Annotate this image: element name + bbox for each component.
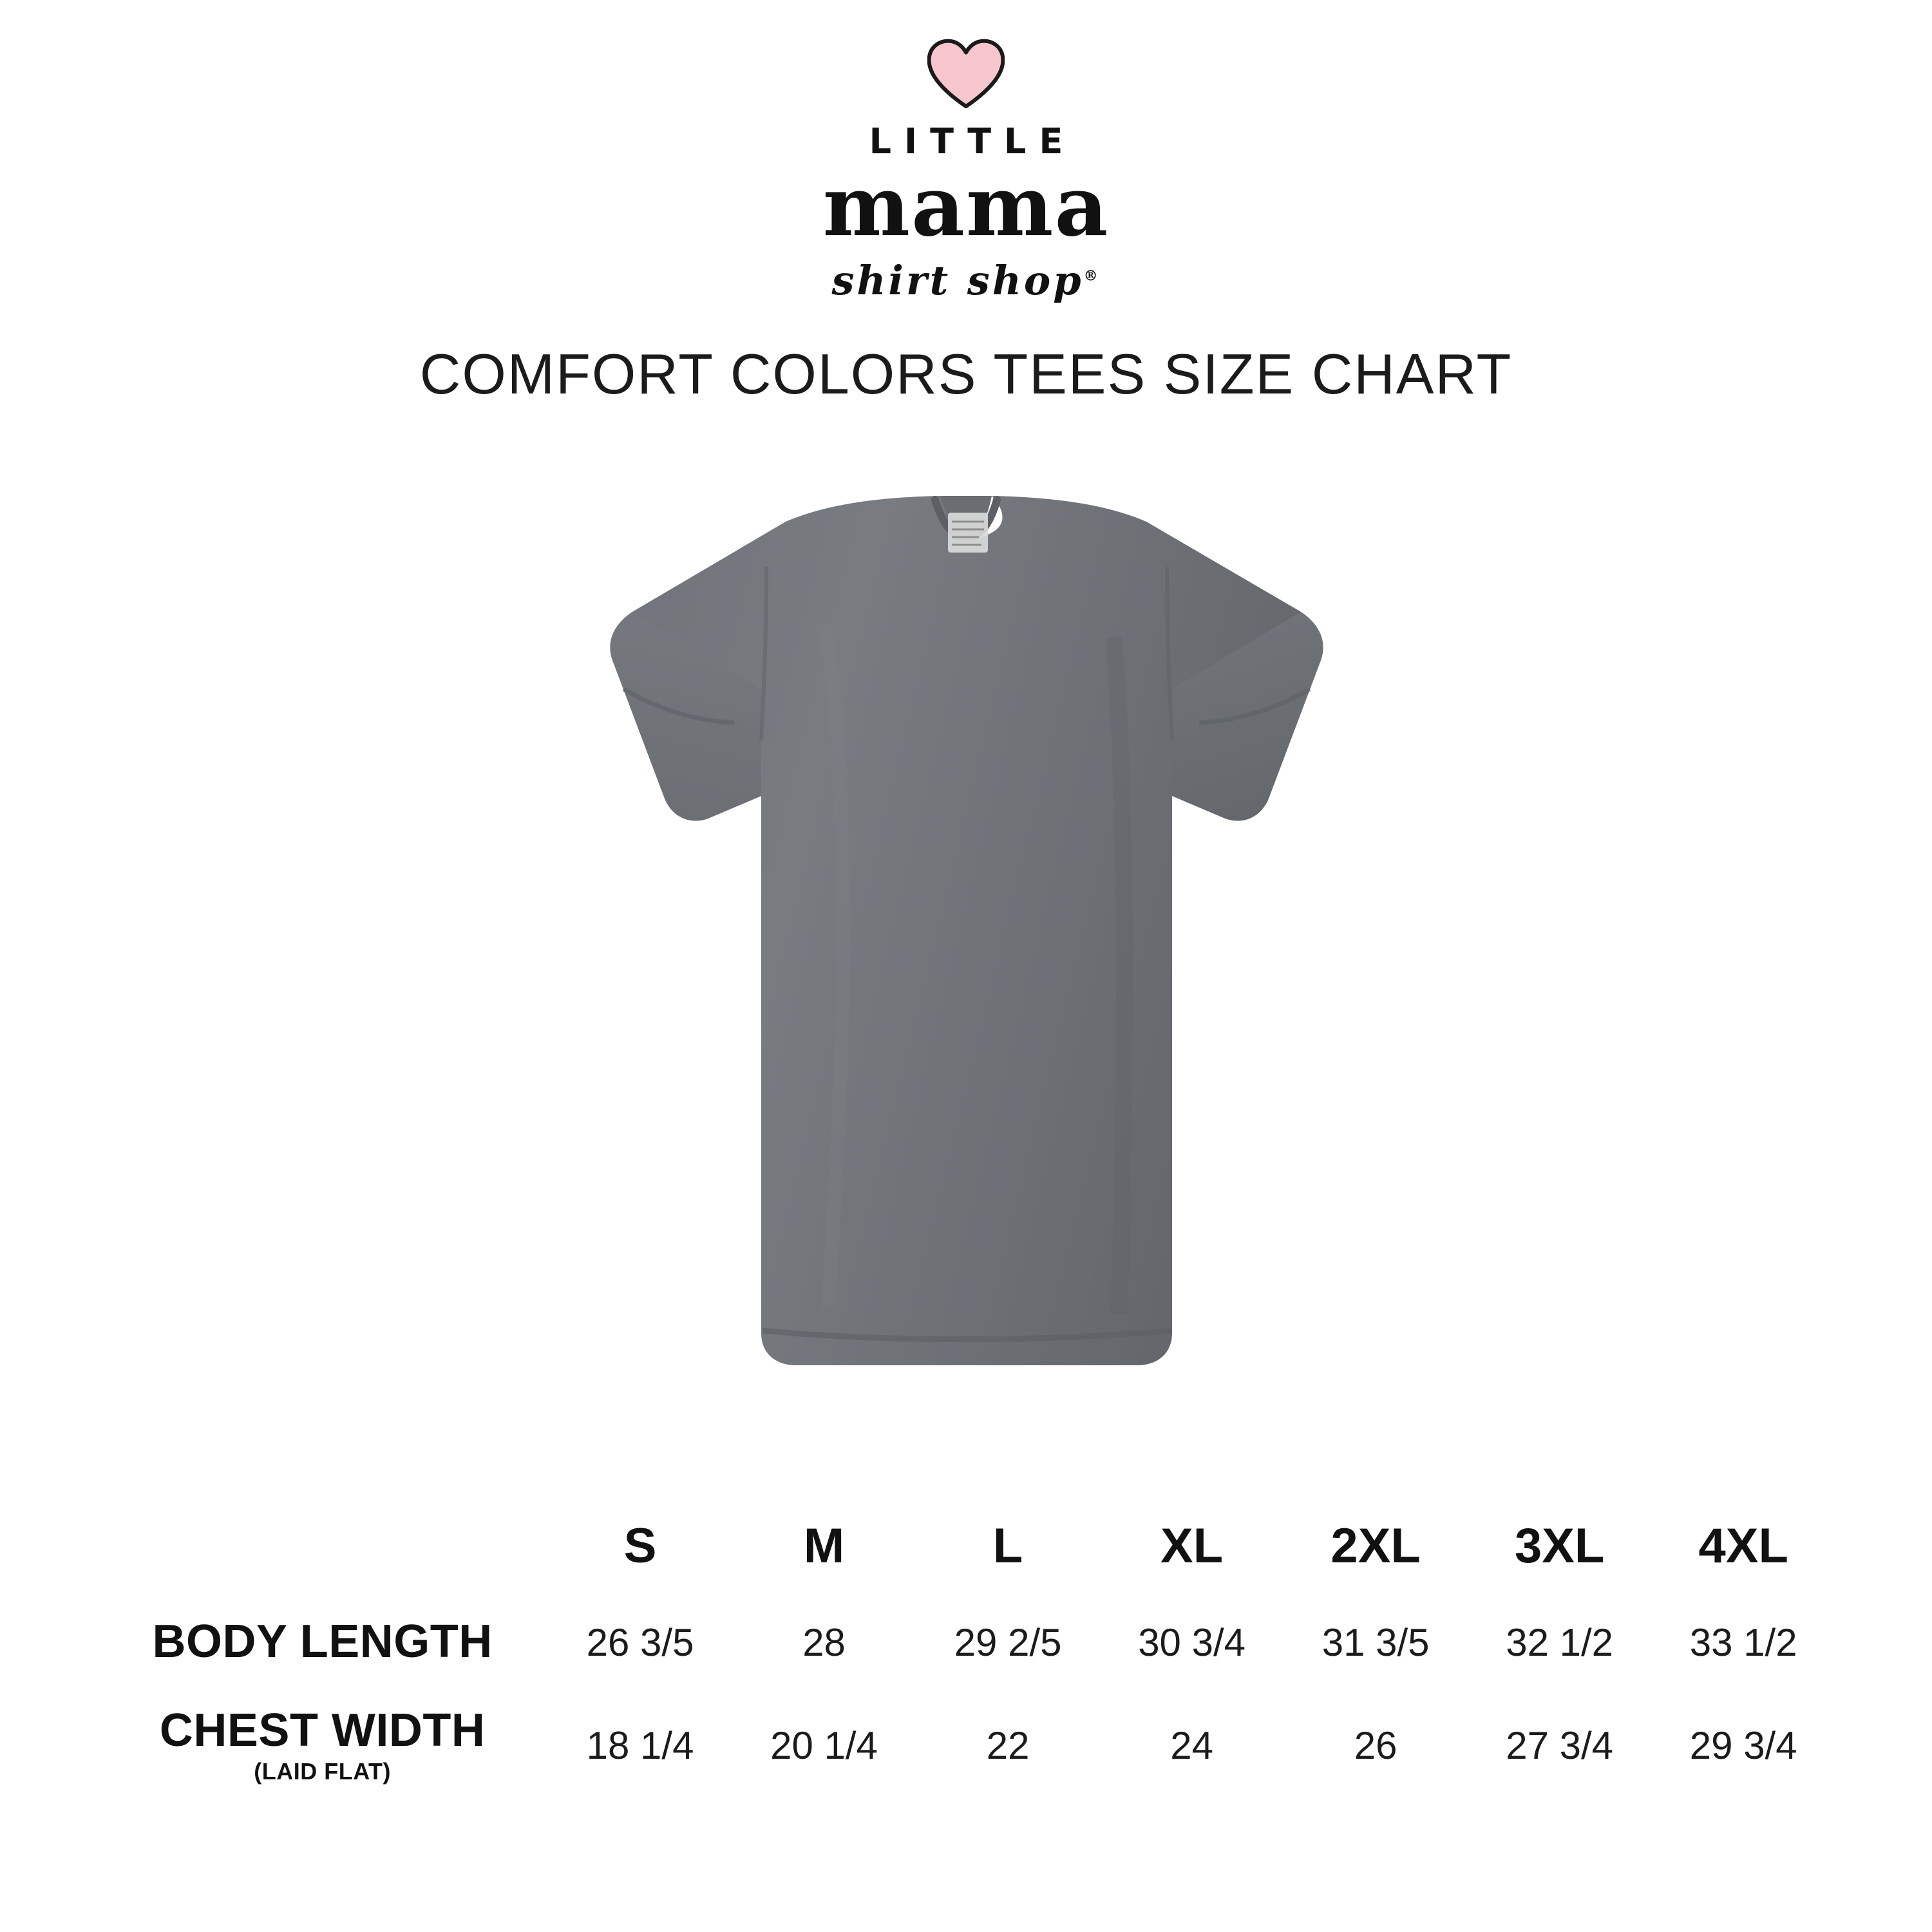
cell-body-length-l: 29 2/5: [954, 1620, 1062, 1664]
table-corner-cell: [97, 1501, 548, 1591]
page-title: COMFORT COLORS TEES SIZE CHART: [419, 342, 1513, 406]
cell-body-length-2xl: 31 3/5: [1321, 1620, 1430, 1664]
cell-chest-width-2xl: 26: [1354, 1723, 1397, 1767]
row-label-body-length-text: BODY LENGTH: [152, 1616, 493, 1668]
cell-body-length-3xl: 32 1/2: [1506, 1620, 1614, 1664]
table-header-row: [97, 1501, 1835, 1591]
cell-body-length-m: 28: [802, 1620, 846, 1664]
heart-icon: [927, 39, 1005, 109]
brand-logo: [0, 39, 1932, 304]
registered-mark: ®: [1083, 267, 1101, 285]
cell-chest-width-s: 18 1/4: [586, 1723, 694, 1767]
row-label-chest-width: [97, 1694, 548, 1797]
size-chart-table: [97, 1501, 1835, 1797]
table-row-body-length: [97, 1591, 1835, 1694]
brand-line-little: LITTLE: [869, 121, 1076, 162]
cell-body-length-xl: 30 3/4: [1138, 1620, 1246, 1664]
row-label-chest-width-text: CHEST WIDTH: [159, 1705, 486, 1757]
column-header-s: S: [623, 1518, 657, 1573]
column-header-l: L: [992, 1518, 1023, 1573]
tshirt-illustration: [464, 496, 1468, 1430]
cell-chest-width-l: 22: [986, 1723, 1030, 1767]
column-header-2xl: 2XL: [1331, 1518, 1421, 1573]
cell-body-length-4xl: 33 1/2: [1689, 1620, 1797, 1664]
brand-shirtshop-text: shirt shop: [831, 257, 1084, 304]
cell-chest-width-4xl: 29 3/4: [1689, 1723, 1797, 1767]
row-label-body-length: [97, 1591, 548, 1694]
column-header-4xl: 4XL: [1698, 1518, 1788, 1573]
cell-chest-width-m: 20 1/4: [770, 1723, 878, 1767]
column-header-xl: XL: [1160, 1518, 1224, 1573]
brand-line-mama: mama: [822, 158, 1110, 255]
product-image: [0, 496, 1932, 1449]
cell-body-length-s: 26 3/5: [586, 1620, 694, 1664]
cell-chest-width-3xl: 27 3/4: [1506, 1723, 1614, 1767]
table-row-chest-width: [97, 1694, 1835, 1797]
cell-chest-width-xl: 24: [1170, 1723, 1213, 1767]
column-header-3xl: 3XL: [1514, 1518, 1605, 1573]
row-label-chest-width-sublabel: (LAID FLAT): [254, 1757, 392, 1785]
column-header-m: M: [803, 1518, 845, 1573]
brand-line-shirtshop: [0, 257, 1932, 304]
